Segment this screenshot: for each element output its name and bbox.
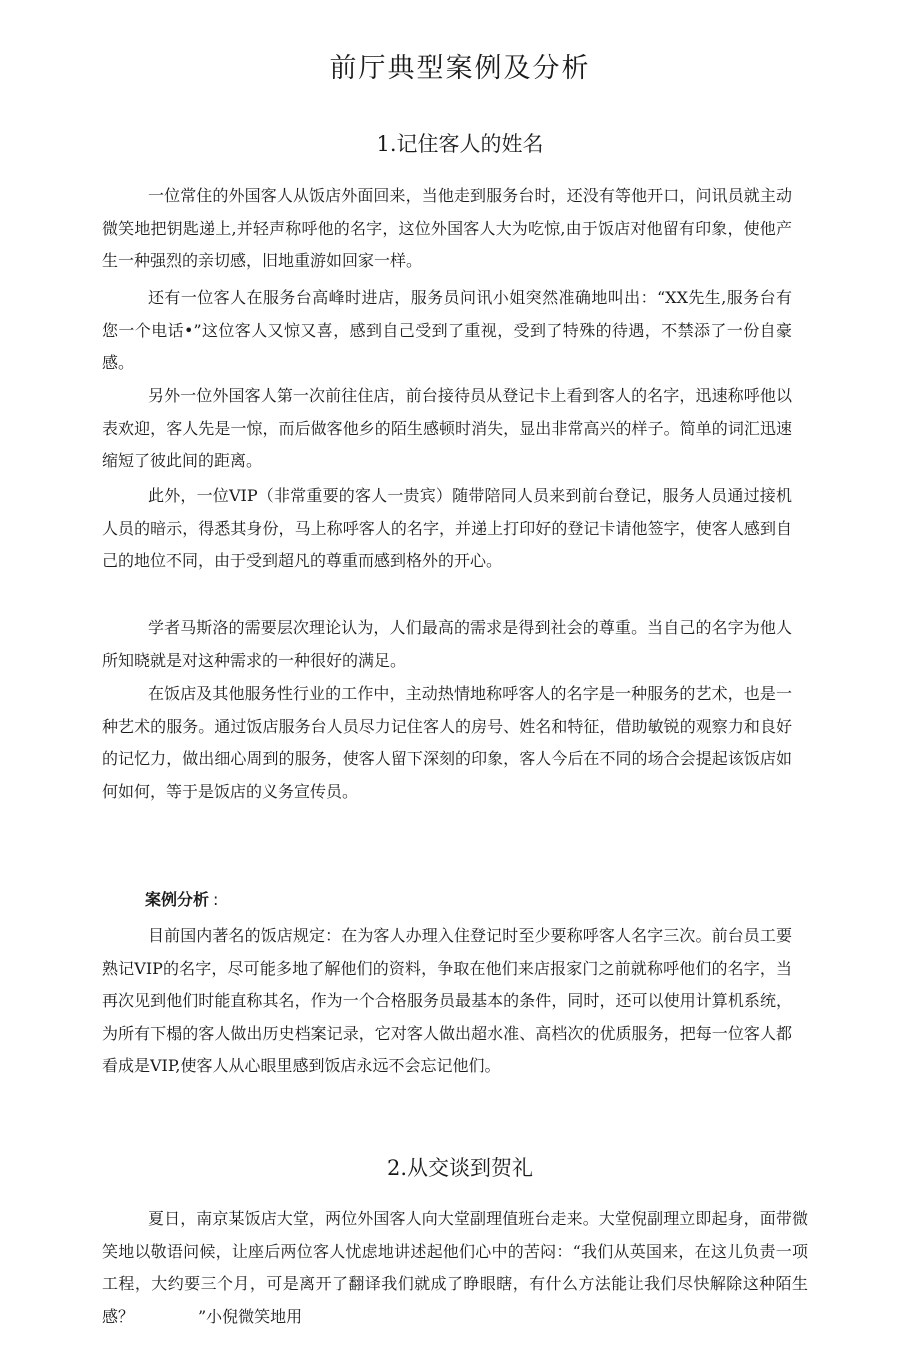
section-1-paragraph-1: 一位常住的外国客人从饭店外面回来，当他走到服务台时，还没有等他开口，问讯员就主动微笑地把钥匙递上,并轻声称呼他的名字，这位外国客人大为吃惊,由于饭店对他留有印象，使他产生一种强烈的亲切感，旧地重游如回家一样。 — [102, 186, 792, 270]
section-1-paragraph-4: 此外，一位VIP（非常重要的客人一贵宾）随带陪同人员来到前台登记，服务人员通过接机人员的暗示，得悉其身份，马上称呼客人的名字，并递上打印好的登记卡请他签字，使客人感到自己的地位不同，由于受到超凡的尊重而感到格外的开心。 — [102, 486, 792, 570]
section-1-heading: 1.记住客人的姓名 — [376, 132, 544, 156]
analysis-label-colon: : — [213, 890, 219, 909]
section-2-heading: 2.从交谈到贺礼 — [386, 1156, 534, 1180]
section-2-paragraph-1: 夏日，南京某饭店大堂，两位外国客人向大堂副理值班台走来。大堂倪副理立即起身，面带微笑地以敬语问候，让座后两位客人忧虑地讲述起他们心中的苦闷：“我们从英国来，在这儿负责一项工程，大约要三个月，可是离开了翻译我们就成了睁眼瞎，有什么方法能让我们尽快解除这种陌生感？ ”小倪微笑地用 — [102, 1209, 808, 1326]
section-1-paragraph-6: 在饭店及其他服务性行业的工作中，主动热情地称呼客人的名字是一种服务的艺术，也是一种艺术的服务。通过饭店服务台人员尽力记住客人的房号、姓名和特征，借助敏锐的观察力和良好的记忆力，做出细心周到的服务，使客人留下深刻的印象，客人今后在不同的场合会提起该饭店如何如何，等于是饭店的义务宣传员。 — [102, 684, 792, 801]
document-title: 前厅典型案例及分析 — [329, 53, 591, 84]
section-1-paragraph-5: 学者马斯洛的需要层次理论认为，人们最高的需求是得到社会的尊重。当自己的名字为他人所知晓就是对这种需求的一种很好的满足。 — [102, 618, 792, 670]
section-1-paragraph-3: 另外一位外国客人第一次前往住店，前台接待员从登记卡上看到客人的名字，迅速称呼他以表欢迎，客人先是一惊，而后做客他乡的陌生感顿时消失，显出非常高兴的样子。简单的词汇迅速缩短了彼此间的距离。 — [102, 386, 792, 470]
analysis-paragraph: 目前国内著名的饭店规定：在为客人办理入住登记时至少要称呼客人名字三次。前台员工要熟记VIP的名字，尽可能多地了解他们的资料，争取在他们来店报家门之前就称呼他们的名字，当再次见到他们时能直称其名，作为一个合格服务员最基本的条件，同时，还可以使用计算机系统，为所有下榻的客人做出历史档案记录，它对客人做出超水准、高档次的优质服务，把每一位客人都看成是VIP,使客人从心眼里感到饭店永远不会忘记他们。 — [102, 926, 792, 1075]
section-1-paragraph-2: 还有一位客人在服务台高峰时进店，服务员问讯小姐突然准确地叫出：“XX先生,服务台有您一个电话•”这位客人又惊又喜，感到自己受到了重视，受到了特殊的待遇，不禁添了一份自豪感。 — [102, 288, 792, 372]
analysis-label-text: 案例分析 — [145, 890, 210, 909]
analysis-label — [145, 886, 218, 914]
